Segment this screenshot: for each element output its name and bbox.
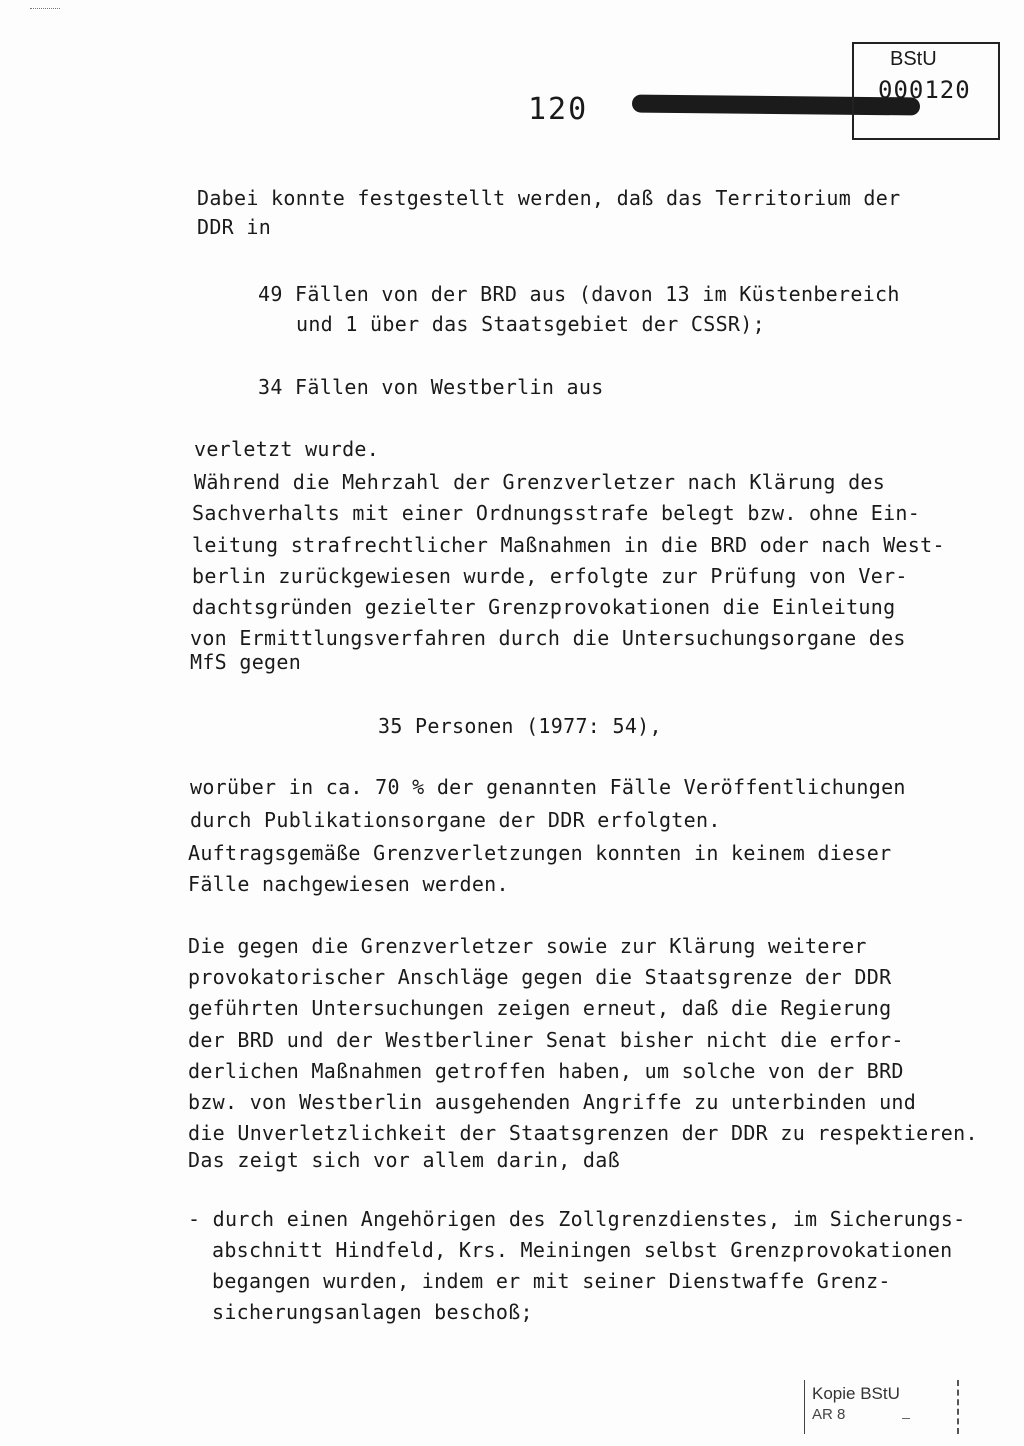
text-line: Auftragsgemäße Grenzverletzungen konnten in keinem dieser — [188, 841, 892, 865]
text-line: geführten Untersuchungen zeigen erneut, daß die Regierung — [188, 996, 892, 1020]
copy-stamp-line2: AR 8 — [812, 1406, 846, 1423]
corner-mark — [30, 8, 60, 15]
text-line: 49 Fällen von der BRD aus (davon 13 im Küstenbereich — [258, 282, 900, 306]
text-line: verletzt wurde. — [194, 437, 380, 461]
text-line: und 1 über das Staatsgebiet der CSSR); — [296, 312, 765, 336]
stamp-mark — [902, 1418, 910, 1419]
text-line: 35 Personen (1977: 54), — [378, 714, 662, 738]
text-line: durch Publikationsorgane der DDR erfolgten. — [190, 808, 721, 832]
text-line: Das zeigt sich vor allem darin, daß — [188, 1148, 620, 1172]
text-line: die Unverletzlichkeit der Staatsgrenzen der DDR zu respektieren. — [188, 1121, 978, 1145]
text-line: 34 Fällen von Westberlin aus — [258, 375, 604, 399]
text-line: berlin zurückgewiesen wurde, erfolgte zur Prüfung von Ver- — [192, 564, 908, 588]
text-line: derlichen Maßnahmen getroffen haben, um solche von der BRD — [188, 1059, 904, 1083]
text-line: abschnitt Hindfeld, Krs. Meiningen selbst Grenzprovokationen — [212, 1238, 953, 1262]
text-line: leitung strafrechtlicher Maßnahmen in die BRD oder nach West- — [192, 533, 945, 557]
text-line: bzw. von Westberlin ausgehenden Angriffe zu unterbinden und — [188, 1090, 917, 1114]
text-line: der BRD und der Westberliner Senat bisher nicht die erfor- — [188, 1028, 904, 1052]
text-line: dachtsgründen gezielter Grenzprovokationen die Einleitung — [192, 595, 896, 619]
text-line: provokatorischer Anschläge gegen die Staatsgrenze der DDR — [188, 965, 892, 989]
text-line: Sachverhalts mit einer Ordnungsstrafe belegt bzw. ohne Ein- — [192, 501, 921, 525]
archive-stamp-org: BStU — [890, 48, 937, 70]
text-line: sicherungsanlagen beschoß; — [212, 1300, 533, 1324]
text-line: begangen wurden, indem er mit seiner Dienstwaffe Grenz- — [212, 1269, 891, 1293]
text-line: Die gegen die Grenzverletzer sowie zur Klärung weiterer — [188, 934, 867, 958]
archive-stamp-number: 000120 — [878, 76, 971, 104]
copy-stamp-line1: Kopie BStU — [812, 1384, 900, 1403]
text-line: DDR in — [197, 215, 272, 239]
text-line: von Ermittlungsverfahren durch die Untersuchungsorgane des — [190, 626, 906, 650]
text-line: Während die Mehrzahl der Grenzverletzer nach Klärung des — [194, 470, 886, 494]
text-line: - durch einen Angehörigen des Zollgrenzdienstes, im Sicherungs- — [188, 1207, 966, 1231]
text-line: Fälle nachgewiesen werden. — [188, 872, 509, 896]
page-number: 120 — [528, 92, 589, 127]
text-line: Dabei konnte festgestellt werden, daß das Territorium der — [197, 186, 901, 210]
text-line: worüber in ca. 70 % der genannten Fälle Veröffentlichungen — [190, 775, 906, 799]
text-line: MfS gegen — [190, 650, 302, 674]
